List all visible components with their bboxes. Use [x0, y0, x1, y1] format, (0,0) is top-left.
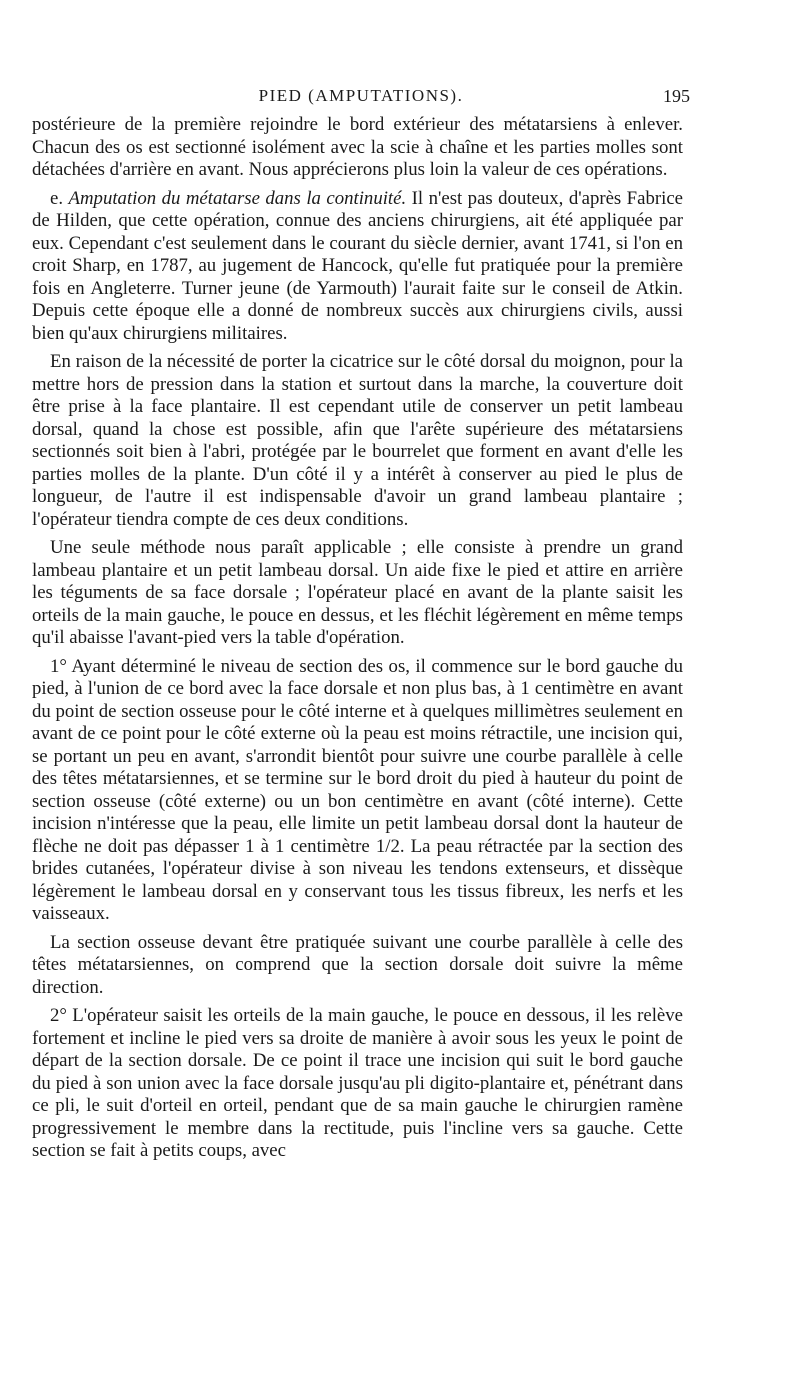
paragraph: En raison de la nécessité de porter la cicatrice sur le côté dorsal du moignon, pour la mettre hors de pression dans la station et surtout dans la marche, la couverture doit être prise à la face plantaire. Il est cependant utile de conserver un petit lambeau dorsal, quand la chose est possible, afin que l'arête supérieure des métatarsiens sectionnés soit bien à l'abri, protégée par le bourrelet que forment en avant d'elle les parties molles de la plante. D'un côté il y a intérêt à conserver au pied le plus de longueur, de l'autre il est indispensable d'avoir un grand lambeau plantaire ; l'opérateur tiendra compte de ces deux conditions. [32, 351, 683, 530]
body-text [32, 114, 683, 1169]
paragraph: 1° Ayant déterminé le niveau de section des os, il commence sur le bord gauche du pied, à l'union de ce bord avec la face dorsale et non plus bas, à 1 centimètre en avant du point de section osseuse pour le côté interne et à quelques millimètres seulement en avant de ce point pour le côté externe où la peau est moins rétractile, une incision qui, se portant un peu en avant, s'arrondit bientôt pour suivre une courbe parallèle à celle des têtes métatarsiennes, et se termine sur le bord droit du pied à hauteur du point de section osseuse (côté externe) ou un bon centimètre en avant (côté interne). Cette incision n'intéresse que la peau, elle limite un petit lambeau dorsal dont la hauteur de flèche ne doit pas dépasser 1 à 1 centimètre 1/2. La peau rétractée par la section des brides cutanées, l'opérateur divise à son niveau les tendons extenseurs, et dissèque légèrement le lambeau dorsal en y conservant tous les tissus fibreux, les nerfs et les vaisseaux. [32, 655, 683, 924]
page-header [32, 86, 690, 110]
paragraph: e. Amputation du métatarse dans la continuité. Il n'est pas douteux, d'après Fabrice de Hilden, que cette opération, connue des anciens chirurgiens, ait été appliquée par eux. Cependant c'est seulement dans le courant du siècle dernier, avant 1741, si l'on en croit Sharp, en 1787, au jugement de Hancock, qu'elle fut pratiquée pour la première fois en Angleterre. Turner jeune (de Yarmouth) l'aurait faite sur le conseil de Atkin. Depuis cette époque elle a donné de nombreux succès aux chirurgiens civils, aussi bien qu'aux chirurgiens militaires. [32, 187, 683, 344]
paragraph: La section osseuse devant être pratiquée suivant une courbe parallèle à celle des têtes métatarsiennes, on comprend que la section dorsale doit suivre la même direction. [32, 931, 683, 998]
section-heading: Amputation du métatarse dans la continuité. [68, 187, 407, 209]
running-title: PIED (AMPUTATIONS). [258, 86, 464, 105]
paragraph: postérieure de la première rejoindre le bord extérieur des métatarsiens à enlever. Chacun des os est sectionné isolément avec la scie à chaîne et les parties molles sont détachées d'arrière en avant. Nous apprécierons plus loin la valeur de ces opérations. [32, 114, 683, 180]
page-number: 195 [663, 86, 690, 106]
paragraph: Une seule méthode nous paraît applicable ; elle consiste à prendre un grand lambeau plantaire et un petit lambeau dorsal. Un aide fixe le pied et attire en arrière les téguments de sa face dorsale ; l'opérateur placé en avant de la plante saisit les orteils de la main gauche, le pouce en dessus, et les fléchit légèrement en même temps qu'il abaisse l'avant-pied vers la table d'opération. [32, 537, 683, 648]
section-label: e. [50, 187, 64, 209]
paragraph: 2° L'opérateur saisit les orteils de la main gauche, le pouce en dessous, il les relève fortement et incline le pied vers sa droite de manière à avoir sous les yeux le point de départ de la section dorsale. De ce point il trace une incision qui suit le bord gauche du pied à son union avec la face dorsale jusqu'au pli digito-plantaire et, pénétrant dans ce pli, le suit d'orteil en orteil, pendant que de sa main gauche le chirurgien ramène progressivement le membre dans la rectitude, puis l'incline vers sa gauche. Cette section se fait à petits coups, avec [32, 1005, 683, 1161]
